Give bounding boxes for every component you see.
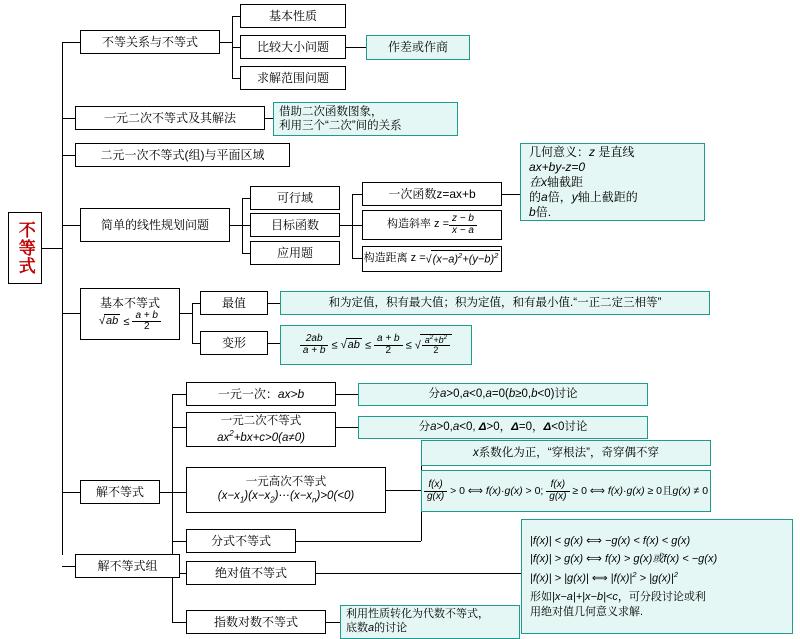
linear-inequality-label: 一元一次：ax>b	[217, 386, 305, 401]
basic-inequality-formula: √ab ≤ $\frac{a + b}{2}$	[99, 311, 161, 333]
connector	[336, 427, 358, 428]
node-compare-size[interactable]: 比较大小问题	[240, 35, 346, 59]
root-crossing-text: x系数化为正，“穿根法”，奇穿偶不穿	[473, 446, 659, 459]
note-absolute-value-rules[interactable]	[521, 519, 793, 634]
connector	[172, 427, 186, 428]
connector	[42, 248, 62, 249]
node-exp-log-inequality[interactable]: 指数对数不等式	[186, 610, 326, 634]
geo-line-2: ax+by-z=0	[529, 159, 586, 174]
connector	[242, 225, 250, 226]
discuss-1-text: 分a>0,a<0,a=0(b≥0,b<0)讨论	[428, 388, 578, 401]
slope-numerator: z − b	[449, 214, 477, 226]
connector	[62, 566, 75, 567]
connector	[242, 198, 250, 199]
connector	[316, 573, 521, 574]
note-difference-or-quotient[interactable]: 作差或作商	[366, 35, 470, 60]
quad-line-1: 一元二次不等式	[220, 415, 302, 428]
root-label: 不等式	[15, 221, 35, 275]
connector	[180, 313, 192, 314]
chain-formula: $\frac{2ab}{a + b}$ ≤ √ab ≤ $\frac{a + b}{2}$ ≤ √ $\frac{a^2+b^2}{2}$	[300, 334, 452, 356]
connector	[62, 313, 80, 314]
connector	[62, 492, 80, 493]
slope-fraction	[449, 214, 477, 236]
construct-slope-label: 构造斜率 z =	[386, 218, 450, 231]
connector	[268, 303, 280, 304]
abs-rule-1: |f(x)| < g(x) ⟺ −g(x) < f(x) < g(x)	[530, 534, 691, 547]
note-discuss-delta[interactable]	[358, 416, 648, 439]
branch-node-solve-inequality[interactable]: 解不等式	[80, 480, 160, 504]
branch-node-quadratic-inequality[interactable]: 一元二次不等式及其解法	[75, 106, 265, 130]
connector	[340, 225, 352, 226]
connector	[336, 394, 358, 395]
branch-node-solve-system[interactable]: 解不等式组	[75, 554, 180, 578]
node-linear-function-z[interactable]: 一次函数z=ax+b	[362, 182, 502, 206]
connector	[172, 622, 186, 623]
note-line-1: 借助二次函数图象，	[279, 105, 383, 118]
connector	[352, 258, 362, 259]
connector	[232, 78, 240, 79]
connector	[62, 42, 80, 43]
connector	[352, 194, 362, 195]
node-extremum[interactable]: 最值	[200, 291, 268, 315]
connector	[192, 303, 200, 304]
node-objective-function[interactable]: 目标函数	[250, 213, 340, 237]
branch-node-inequality-relations[interactable]: 不等关系与不等式	[80, 30, 220, 54]
geo-line-1: 几何意义：z 是直线	[529, 144, 635, 159]
connector	[192, 303, 193, 343]
note-quadratic-graph[interactable]	[273, 102, 458, 136]
connector	[220, 42, 232, 43]
slope-denominator: x − a	[452, 224, 474, 236]
distance-radical: $√(x-a)^2+(y-b)^2$	[425, 251, 499, 266]
node-quadratic-inequality-form[interactable]	[186, 412, 336, 447]
high-line-2: $(x-x_1)(x-x_2)\cdots(x-x_n)>0(<0)$	[217, 490, 355, 505]
node-linear-inequality[interactable]	[186, 382, 336, 406]
discuss-2-text: 分a>0,a<0, Δ>0，Δ=0，Δ<0讨论	[418, 421, 588, 434]
construct-distance-label: 构造距离 z =	[363, 252, 426, 265]
connector	[346, 47, 366, 48]
node-transformation[interactable]: 变形	[200, 331, 268, 355]
fractional-formula: $\frac{f(x)}{g(x)}$ > 0 ⟺ f(x)·g(x) > 0; $\frac{f(x)}{g(x)}$ ≥ 0 ⟺ f(x)·g(x) ≥ 0且g(x) ≠ 0	[424, 480, 708, 502]
connector	[62, 118, 75, 119]
node-range-problem[interactable]: 求解范围问题	[240, 66, 346, 90]
note-line-2: 利用三个“二次”间的关系	[279, 120, 402, 132]
connector	[352, 194, 353, 258]
branch-node-linear-programming[interactable]: 简单的线性规划问题	[80, 208, 230, 242]
node-basic-properties[interactable]: 基本性质	[240, 4, 346, 28]
node-high-degree-inequality[interactable]	[186, 467, 386, 513]
connector	[172, 394, 186, 395]
abs-rule-2: |f(x)| > g(x) ⟺ f(x) > g(x)或f(x) < −g(x)	[530, 552, 718, 565]
connector	[192, 343, 200, 344]
note-fractional-rule[interactable]	[421, 470, 711, 512]
node-absolute-value-inequality[interactable]: 绝对值不等式	[186, 561, 316, 585]
explog-line-2: 底数a的讨论	[346, 622, 408, 634]
branch-node-linear-region[interactable]: 二元一次不等式(组)与平面区域	[75, 143, 290, 167]
connector	[62, 155, 75, 156]
quad-line-2: $ax^2+bx+c>0(a\ne 0)$	[217, 428, 305, 444]
connector	[232, 47, 240, 48]
connector	[352, 225, 362, 226]
connector	[265, 118, 273, 119]
connector	[268, 343, 280, 344]
node-construct-slope[interactable]	[362, 210, 502, 240]
connector	[230, 225, 242, 226]
high-line-1: 一元高次不等式	[245, 475, 327, 488]
note-root-crossing-method[interactable]	[421, 440, 711, 466]
connector	[172, 394, 173, 622]
abs-rule-4b: 用绝对值几何意义求解.	[530, 606, 644, 619]
connector	[172, 541, 186, 542]
basic-inequality-label: 基本不等式	[99, 295, 160, 310]
node-feasible-region[interactable]: 可行域	[250, 186, 340, 210]
connector	[62, 225, 80, 226]
node-fractional-inequality[interactable]: 分式不等式	[186, 529, 296, 553]
connector	[386, 490, 421, 491]
connector	[502, 194, 520, 195]
connector	[160, 492, 172, 493]
abs-rule-3: |f(x)| > |g(x)| ⟺ $|f(x)|^2 > |g(x)|^2$	[530, 570, 679, 585]
connector	[232, 16, 240, 17]
geo-line-4: 的a倍，y轴上截距的	[529, 189, 638, 204]
note-transformation-chain[interactable]	[280, 325, 472, 365]
explog-line-1: 利用性质转化为代数不等式，	[346, 608, 489, 621]
note-discuss-a-b[interactable]	[358, 383, 648, 406]
note-geometric-meaning[interactable]	[520, 143, 705, 221]
connector	[242, 253, 250, 254]
connector	[296, 541, 421, 542]
geo-line-3: 在x轴截距	[529, 174, 584, 189]
node-construct-distance[interactable]	[362, 246, 502, 272]
root-node	[8, 212, 42, 284]
note-exp-log-rule[interactable]	[340, 605, 520, 639]
node-application-problem[interactable]: 应用题	[250, 241, 340, 265]
abs-rule-4a: 形如|x−a|+|x−b|<c，可分段讨论或利	[530, 590, 706, 603]
connector	[172, 492, 186, 493]
geo-line-5: b倍.	[529, 204, 552, 219]
branch-node-basic-inequality[interactable]	[80, 288, 180, 340]
connector	[326, 622, 340, 623]
note-extremum-rule[interactable]: 和为定值，积有最大值；积为定值，和有最小值.“一正二定三相等”	[280, 291, 710, 315]
